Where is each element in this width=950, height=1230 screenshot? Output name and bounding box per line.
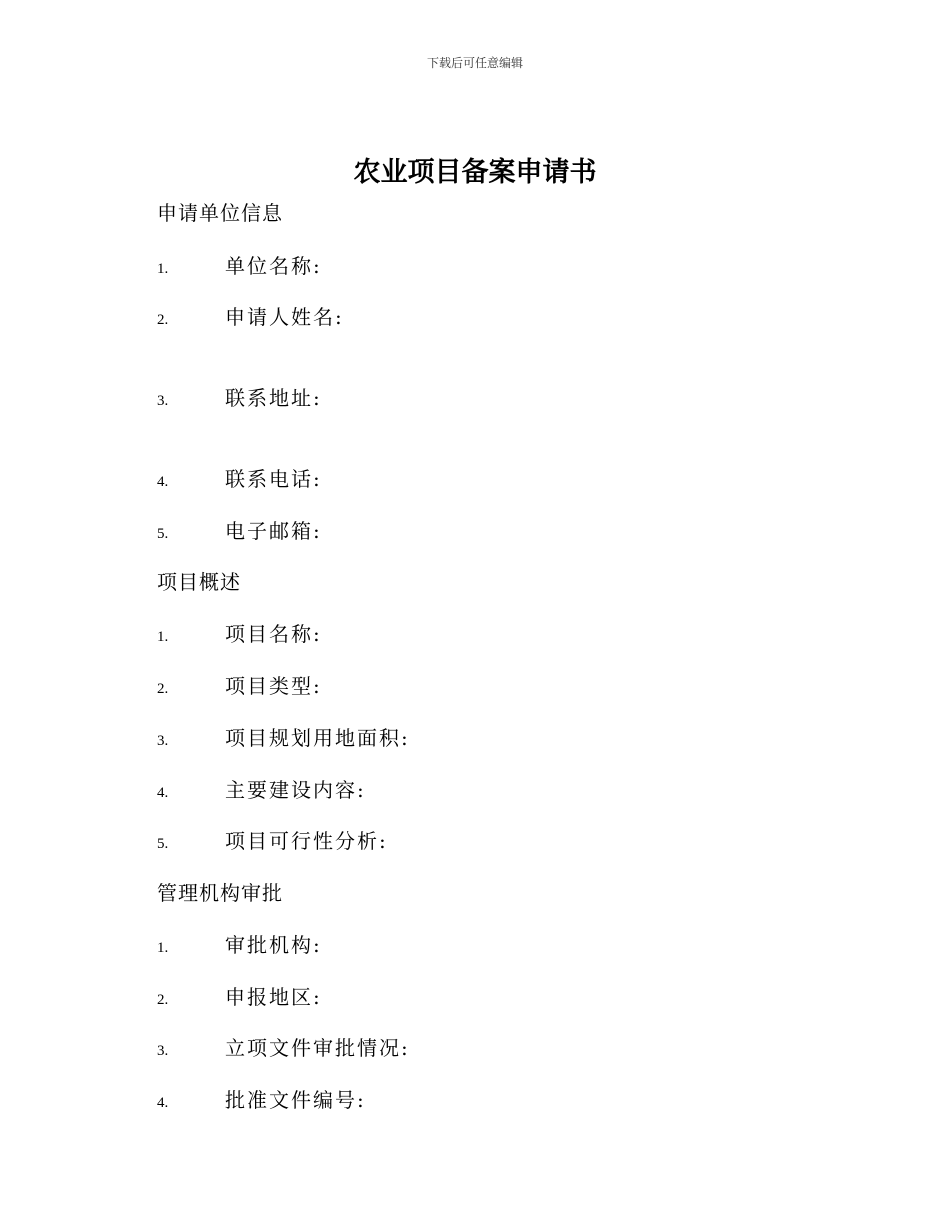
item-label: 项目规划用地面积: (225, 726, 410, 750)
section-heading-approval: 管理机构审批 (157, 881, 283, 905)
list-item (157, 670, 322, 699)
list-item (157, 1032, 410, 1061)
item-number: 4. (157, 1095, 169, 1111)
list-item (157, 825, 388, 854)
item-number: 4. (157, 785, 169, 801)
item-label: 立项文件审批情况: (225, 1036, 410, 1060)
item-label: 申请人姓名: (225, 305, 344, 329)
item-label: 主要建设内容: (225, 778, 366, 802)
item-label: 项目类型: (225, 674, 322, 698)
section-heading-applicant: 申请单位信息 (157, 201, 283, 225)
list-item (157, 250, 322, 279)
item-label: 审批机构: (225, 933, 322, 957)
document-title: 农业项目备案申请书 (353, 157, 597, 188)
item-label: 项目名称: (225, 622, 322, 646)
item-number: 4. (157, 474, 169, 490)
item-label: 联系地址: (225, 386, 322, 410)
item-label: 联系电话: (225, 467, 322, 491)
item-number: 2. (157, 992, 169, 1008)
list-item (157, 981, 322, 1010)
item-number: 5. (157, 836, 169, 852)
item-number: 2. (157, 681, 169, 697)
item-label: 单位名称: (225, 254, 322, 278)
item-label: 批准文件编号: (225, 1088, 366, 1112)
item-number: 1. (157, 261, 169, 277)
page-header: 下载后可任意编辑 (426, 56, 523, 70)
list-item (157, 301, 344, 330)
list-item (157, 1084, 366, 1113)
item-number: 2. (157, 312, 169, 328)
item-number: 1. (157, 940, 169, 956)
item-number: 1. (157, 629, 169, 645)
list-item (157, 774, 366, 803)
list-item (157, 618, 322, 647)
item-label: 电子邮箱: (225, 519, 322, 543)
list-item (157, 722, 410, 751)
item-number: 3. (157, 1043, 169, 1059)
list-item (157, 463, 322, 492)
item-number: 5. (157, 526, 169, 542)
section-heading-project-overview: 项目概述 (157, 570, 241, 594)
item-label: 申报地区: (225, 985, 322, 1009)
item-number: 3. (157, 733, 169, 749)
list-item (157, 382, 322, 411)
list-item (157, 515, 322, 544)
item-label: 项目可行性分析: (225, 829, 388, 853)
item-number: 3. (157, 393, 169, 409)
list-item (157, 929, 322, 958)
